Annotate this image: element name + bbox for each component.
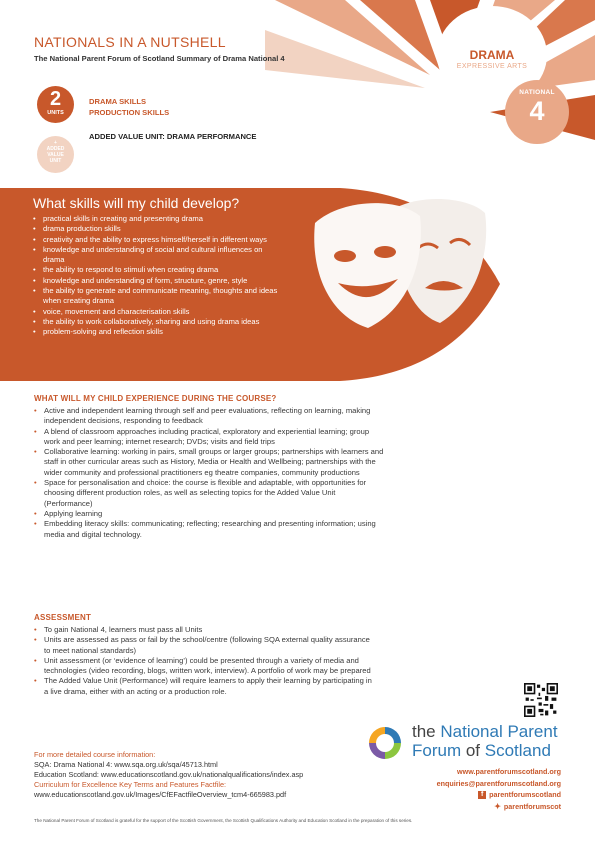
added-value-word: ADDED [46, 146, 65, 152]
website-link[interactable]: www.parentforumscotland.org [457, 767, 561, 776]
list-item: • knowledge and understanding of form, structure, genre, style [33, 276, 333, 286]
logo-word: of [465, 741, 485, 760]
twitter-link[interactable]: parentforumscot [503, 801, 561, 811]
page-title: NATIONALS IN A NUTSHELL [34, 34, 226, 50]
cfe-link[interactable]: www.educationscotland.gov.uk/Images/CfEFactfileOverview_tcm4-665983.pdf [34, 790, 287, 799]
level-number: 4 [529, 96, 545, 126]
list-item: • creativity and the ability to express himself/herself in different ways [33, 235, 333, 245]
logo-text [412, 722, 558, 760]
list-item: • the ability to work collaboratively, sharing and using drama ideas [33, 317, 333, 327]
level-label: NATIONAL [519, 89, 555, 96]
units-count-label: UNITS [47, 110, 64, 116]
experience-heading: WHAT WILL MY CHILD EXPERIENCE DURING THE COURSE? [34, 394, 277, 403]
npfs-logo[interactable] [366, 722, 566, 764]
skills-content [33, 195, 333, 338]
list-item: • Embedding literacy skills: communicating; reflecting; researching and presenting information; using media and digital technology. [34, 519, 384, 540]
list-item: • the ability to generate and communicate meaning, thoughts and ideas when creating drama [33, 286, 283, 307]
units-list [89, 97, 169, 118]
education-scotland-link[interactable]: Education Scotland: www.educationscotland.gov.uk/nationalqualifications/index.asp [34, 770, 304, 779]
added-value-label: ADDED VALUE UNIT: DRAMA PERFORMANCE [89, 132, 257, 141]
added-value-word: UNIT [49, 158, 62, 164]
list-item: • the ability to respond to stimuli when creating drama [33, 265, 333, 275]
course-links [34, 750, 414, 800]
email-link[interactable]: enquiries@parentforumscotland.org [436, 778, 561, 788]
list-item: • Collaborative learning: working in pairs, small groups or larger groups; partnerships with learners and staff in other curricular areas such as History, Media or Health and Wellbeing; partnerships with the wider community and professional practitioners eg theatre companies, community productions [34, 447, 384, 478]
sqa-link[interactable]: SQA: Drama National 4: www.sqa.org.uk/sqa/45713.html [34, 760, 218, 769]
added-value-badge [37, 136, 74, 173]
list-item: • Active and independent learning through self and peer evaluations, reflecting on learning, making independent decisions, responding to feedback [34, 406, 384, 427]
list-item: • Space for personalisation and choice: the course is flexible and adaptable, with opportunities for choosing different production roles, as well as selecting topics for the Added Value Unit (Performance) [34, 478, 384, 509]
list-item: • Unit assessment (or ‘evidence of learning’) could be presented through a variety of media and technologies (video recording, blogs, written work, interview). A portfolio of work may be prepared [34, 656, 374, 677]
units-count: 2 [49, 88, 62, 110]
list-item: • A blend of classroom approaches including practical, exploratory and experiential learning; group work and peer learning; internet research; DVDs; visits and field trips [34, 427, 384, 448]
skills-list [33, 214, 333, 338]
logo-word: National Parent [440, 722, 558, 741]
experience-list [34, 406, 384, 540]
contact-block [437, 766, 561, 812]
logo-word: Scotland [484, 741, 551, 760]
twitter-bird-icon: ✦ [494, 801, 501, 811]
acknowledgement-footnote: The National Parent Forum of Scotland is grateful for the support of the Scottish Government, the Scottish Qualifications Authority and Education Scotland in the preparation of this series. [34, 818, 413, 823]
list-item: • practical skills in creating and presenting drama [33, 214, 333, 224]
added-value-word: VALUE [47, 152, 64, 158]
more-info-label: For more detailed course information: [34, 750, 156, 759]
list-item: • voice, movement and characterisation skills [33, 307, 333, 317]
logo-word: Forum [412, 741, 466, 760]
logo-word: the [412, 722, 441, 741]
assessment-heading: ASSESSMENT [34, 613, 92, 622]
added-value-plus: + [54, 140, 57, 146]
list-item: • drama production skills [33, 224, 333, 234]
cfe-label: Curriculum for Excellence Key Terms and Features Factfile: [34, 780, 227, 789]
units-count-badge [37, 86, 74, 123]
list-item: • problem-solving and reflection skills [33, 327, 333, 337]
skills-band [0, 188, 595, 381]
list-item: • The Added Value Unit (Performance) will require learners to apply their learning by participating in a live drama, either with an acting or a production role. [34, 676, 374, 697]
page-subtitle: The National Parent Forum of Scotland Summary of Drama National 4 [34, 54, 285, 63]
assessment-section [34, 613, 374, 697]
subject-area: EXPRESSIVE ARTS [456, 63, 528, 70]
list-item: • To gain National 4, learners must pass all Units [34, 625, 374, 635]
unit-item: PRODUCTION SKILLS [89, 107, 170, 117]
facebook-icon: f [478, 791, 486, 799]
list-item: • Applying learning [34, 509, 384, 519]
subject-name: DRAMA [469, 48, 515, 62]
list-item: • Units are assessed as pass or fail by the school/centre (following SQA external quality assurance to meet national standards) [34, 635, 374, 656]
logo-ring-icon [366, 724, 404, 762]
level-badge [505, 80, 569, 144]
list-item: • knowledge and understanding of social and cultural influences on drama [33, 245, 273, 266]
skills-heading: What skills will my child develop? [33, 195, 240, 211]
facebook-link[interactable]: parentforumscotland [489, 790, 561, 799]
unit-item: DRAMA SKILLS [89, 97, 147, 106]
experience-section [34, 394, 384, 540]
assessment-list [34, 625, 374, 697]
qr-code-icon[interactable] [524, 683, 558, 717]
